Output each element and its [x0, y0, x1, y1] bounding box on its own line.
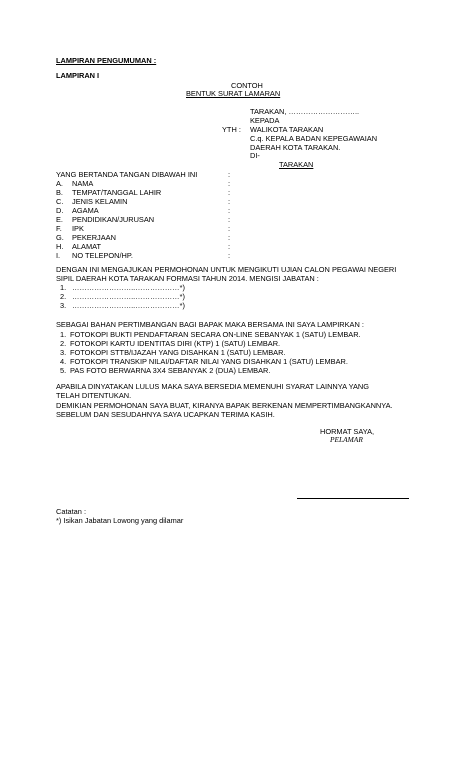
field-letter: F.	[56, 224, 62, 233]
position-option-number: 2.	[60, 292, 67, 301]
signature-line	[297, 498, 409, 499]
recipient-di: DI-	[250, 151, 260, 160]
field-colon: :	[228, 224, 231, 233]
recipient-walikota: WALIKOTA TARAKAN	[250, 125, 324, 134]
lampiran-pengumuman-heading: LAMPIRAN PENGUMUMAN :	[56, 56, 157, 65]
letter-form-title: BENTUK SURAT LAMARAN	[186, 89, 281, 98]
field-letter: G.	[56, 233, 64, 242]
attachment-item: FOTOKOPI TRANSKIP NILAI/DAFTAR NILAI YANG DISAHKAN 1 (SATU) LEMBAR.	[70, 357, 348, 366]
field-colon: :	[228, 215, 231, 224]
position-option-number: 3.	[60, 301, 67, 310]
hormat-saya: HORMAT SAYA,	[320, 427, 375, 436]
field-label-pendidikan: PENDIDIKAN/JURUSAN	[72, 215, 155, 224]
application-line: SIPIL DAERAH KOTA TARAKAN FORMASI TAHUN 2014. MENGISI JABATAN :	[56, 274, 319, 283]
field-label-alamat: ALAMAT	[72, 242, 102, 251]
notes-title: Catatan :	[56, 507, 86, 516]
field-colon: :	[228, 197, 231, 206]
position-option-blank: ……………………..………………*)	[72, 301, 185, 310]
field-label-jenis-kelamin: JENIS KELAMIN	[72, 197, 128, 206]
field-letter: C.	[56, 197, 64, 206]
attachment-number: 1.	[60, 330, 67, 339]
attachment-number: 3.	[60, 348, 67, 357]
field-colon: :	[228, 251, 231, 260]
attachments-intro: SEBAGAI BAHAN PERTIMBANGAN BAGI BAPAK MAKA BERSAMA INI SAYA LAMPIRKAN :	[56, 320, 364, 329]
field-label-ttl: TEMPAT/TANGGAL LAHIR	[72, 188, 162, 197]
attachment-number: 5.	[60, 366, 67, 375]
place-date-line: TARAKAN, ………………………..	[250, 107, 360, 116]
identity-intro-colon: :	[228, 170, 231, 179]
field-label-agama: AGAMA	[72, 206, 99, 215]
field-letter: D.	[56, 206, 64, 215]
attachment-item: FOTOKOPI BUKTI PENDAFTARAN SECARA ON-LINE SEBANYAK 1 (SATU) LEMBAR.	[70, 330, 361, 339]
attachment-number: 4.	[60, 357, 67, 366]
closing-line: DEMIKIAN PERMOHONAN SAYA BUAT, KIRANYA BAPAK BERKENAN MEMPERTIMBANGKANNYA.	[56, 401, 393, 410]
field-label-ipk: IPK	[72, 224, 84, 233]
application-line: DENGAN INI MENGAJUKAN PERMOHONAN UNTUK MENGIKUTI UJIAN CALON PEGAWAI NEGERI	[56, 265, 397, 274]
closing-line: TELAH DITENTUKAN.	[56, 391, 132, 400]
attachment-item: FOTOKOPI KARTU IDENTITAS DIRI (KTP) 1 (SATU) LEMBAR.	[70, 339, 281, 348]
position-option-blank: ……………………..………………*)	[72, 283, 185, 292]
contoh-title: CONTOH	[231, 81, 263, 90]
kepada-label: KEPADA	[250, 116, 280, 125]
field-letter: I.	[56, 251, 61, 260]
pelamar-label: PELAMAR	[330, 435, 363, 444]
field-letter: B.	[56, 188, 63, 197]
yth-label: YTH :	[222, 125, 241, 134]
position-option-number: 1.	[60, 283, 67, 292]
recipient-cq: C.q. KEPALA BADAN KEPEGAWAIAN	[250, 134, 378, 143]
attachment-item: FOTOKOPI STTB/IJAZAH YANG DISAHKAN 1 (SATU) LEMBAR.	[70, 348, 286, 357]
closing-line: APABILA DINYATAKAN LULUS MAKA SAYA BERSEDIA MEMENUHI SYARAT LAINNYA YANG	[56, 382, 369, 391]
field-colon: :	[228, 206, 231, 215]
field-label-telepon: NO TELEPON/HP.	[72, 251, 133, 260]
attachment-item: PAS FOTO BERWARNA 3X4 SEBANYAK 2 (DUA) LEMBAR.	[70, 366, 271, 375]
field-label-pekerjaan: PEKERJAAN	[72, 233, 116, 242]
field-colon: :	[228, 179, 231, 188]
recipient-daerah: DAERAH KOTA TARAKAN.	[250, 143, 341, 152]
notes-text: *) Isikan Jabatan Lowong yang dilamar	[56, 516, 184, 525]
recipient-city: TARAKAN	[279, 160, 314, 169]
attachment-number: 2.	[60, 339, 67, 348]
field-letter: H.	[56, 242, 64, 251]
field-letter: A.	[56, 179, 63, 188]
field-colon: :	[228, 233, 231, 242]
field-letter: E.	[56, 215, 63, 224]
field-colon: :	[228, 242, 231, 251]
closing-line: SEBELUM DAN SESUDAHNYA SAYA UCAPKAN TERIMA KASIH.	[56, 410, 275, 419]
field-colon: :	[228, 188, 231, 197]
position-option-blank: ……………………..………………*)	[72, 292, 185, 301]
lampiran-heading: LAMPIRAN I	[56, 71, 100, 80]
field-label-nama: NAMA	[72, 179, 94, 188]
identity-intro: YANG BERTANDA TANGAN DIBAWAH INI	[56, 170, 198, 179]
